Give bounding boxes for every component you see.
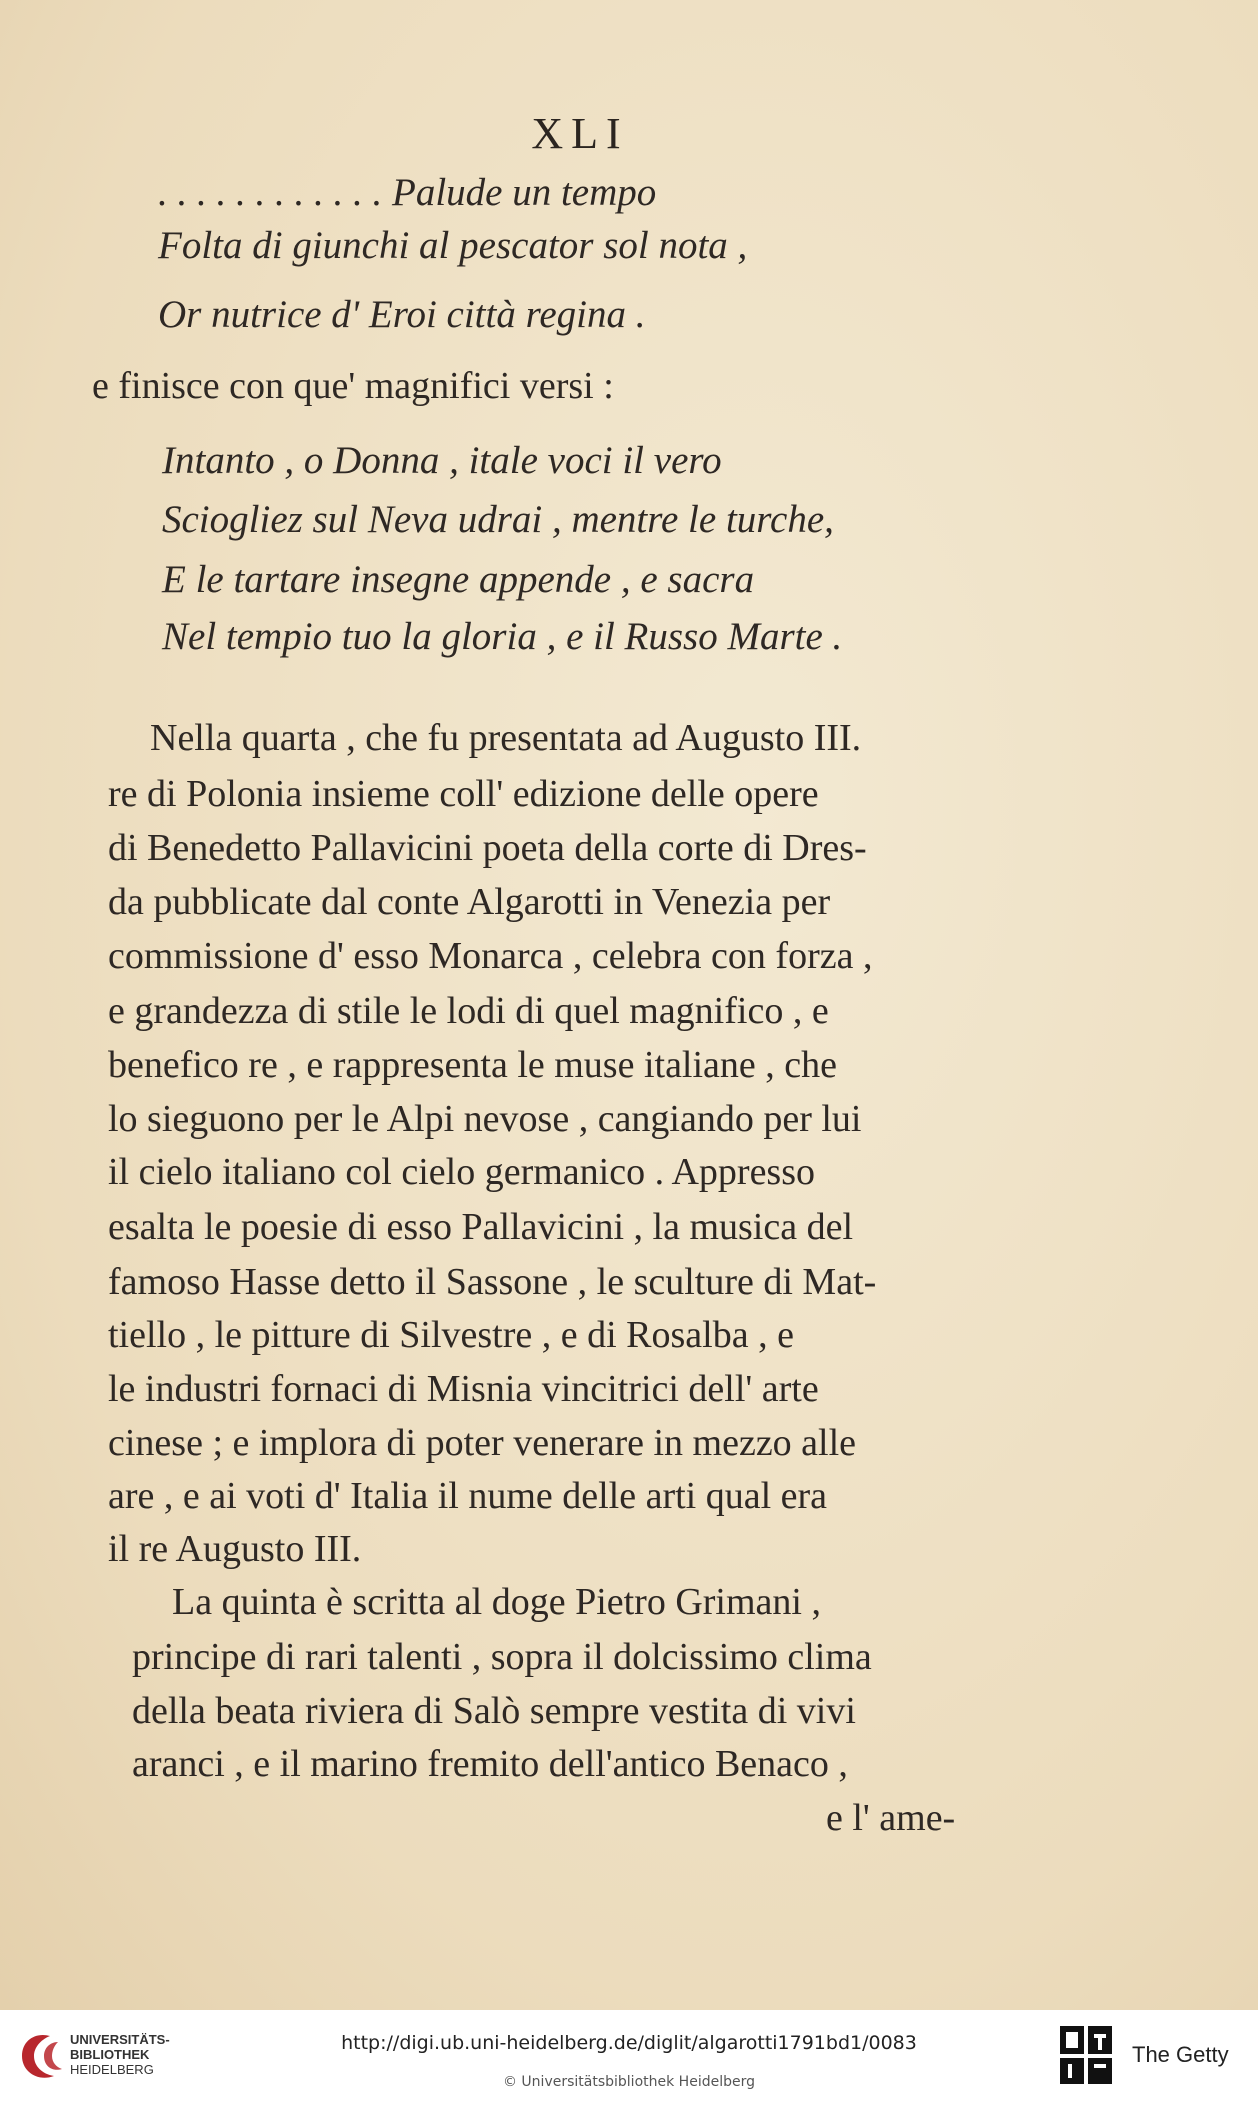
- verse-b-line: E le tartare insegne appende , e sacra: [162, 558, 755, 601]
- paragraph-line: le industri fornaci di Misnia vincitrici dell' arte: [108, 1368, 819, 1410]
- paragraph-line: cinese ; e implora di poter venerare in mezzo alle: [108, 1422, 857, 1464]
- verse-b-line: Intanto , o Donna , itale voci il vero: [162, 439, 722, 482]
- paragraph-line: re di Polonia insieme coll' edizione delle opere: [108, 773, 819, 815]
- paragraph-line: da pubblicate dal conte Algarotti in Venezia per: [108, 881, 831, 923]
- logo-line-3: HEIDELBERG: [70, 2062, 154, 2077]
- paragraph-line: benefico re , e rappresenta le muse italiane , che: [108, 1044, 838, 1086]
- verse-b-line: Nel tempio tuo la gloria , e il Russo Marte .: [162, 615, 843, 658]
- catchword: e l' ame-: [826, 1797, 956, 1839]
- paragraph-line: tiello , le pitture di Silvestre , e di Rosalba , e: [108, 1314, 794, 1356]
- verse-a-line: Folta di giunchi al pescator sol nota ,: [158, 224, 748, 267]
- logo-line-2: BIBLIOTHEK: [70, 2047, 150, 2062]
- paragraph-line: lo sieguono per le Alpi nevose , cangiando per lui: [108, 1098, 862, 1140]
- viewer-footer: [0, 2010, 1258, 2103]
- paragraph-line: La quinta è scritta al doge Pietro Grimani ,: [172, 1581, 821, 1623]
- getty-logo-icon: [1058, 2024, 1114, 2086]
- paragraph-line: il re Augusto III.: [108, 1528, 362, 1570]
- paragraph-line: famoso Hasse detto il Sassone , le sculture di Mat-: [108, 1261, 877, 1303]
- paragraph-line: are , e ai voti d' Italia il nume delle arti qual era: [108, 1475, 828, 1517]
- paragraph-line: e grandezza di stile le lodi di quel magnifico , e: [108, 990, 829, 1032]
- permalink-url[interactable]: http://digi.ub.uni-heidelberg.de/diglit/algarotti1791bd1/0083: [341, 2032, 917, 2054]
- paragraph-line: esalta le poesie di esso Pallavicini , la musica del: [108, 1206, 854, 1248]
- logo-line-1: UNIVERSITÄTS-: [70, 2032, 170, 2047]
- paragraph-line: commissione d' esso Monarca , celebra con forza ,: [108, 935, 873, 977]
- intro-line: e finisce con que' magnifici versi :: [92, 365, 614, 407]
- getty-name: The Getty: [1132, 2042, 1229, 2067]
- copyright-notice: © Universitätsbibliothek Heidelberg: [502, 2074, 755, 2090]
- verse-a-line: . . . . . . . . . . . . Palude un tempo: [158, 171, 657, 214]
- paragraph-line: di Benedetto Pallavicini poeta della corte di Dres-: [108, 827, 867, 869]
- paragraph-line: Nella quarta , che fu presentata ad Augusto III.: [150, 717, 862, 759]
- verse-b-line: Sciogliez sul Neva udrai , mentre le turche,: [162, 498, 834, 541]
- paragraph-line: principe di rari talenti , sopra il dolcissimo clima: [132, 1636, 872, 1678]
- paragraph-line: aranci , e il marino fremito dell'antico Benaco ,: [132, 1743, 848, 1785]
- paragraph-line: il cielo italiano col cielo germanico . Appresso: [108, 1151, 816, 1193]
- page-number: XLI: [531, 109, 629, 158]
- verse-a-line: Or nutrice d' Eroi città regina .: [158, 293, 646, 336]
- paragraph-line: della beata riviera di Salò sempre vestita di vivi: [132, 1690, 856, 1732]
